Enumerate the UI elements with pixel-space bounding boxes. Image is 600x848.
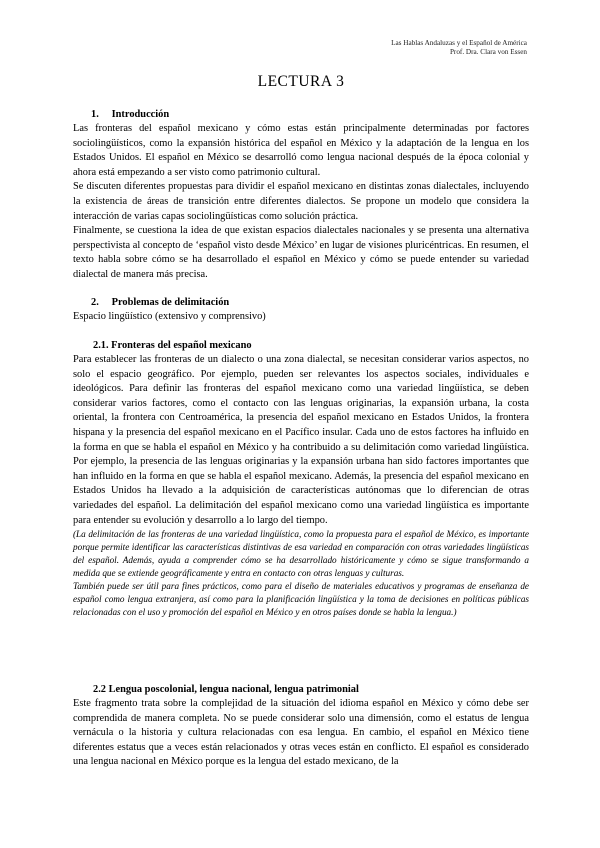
paragraph: Se discuten diferentes propuestas para dividir el español mexicano en distintas zonas dialectales, incluyendo la existencia de áreas de transición entre diferentes dialectos. Se propone un modelo que considera la interacción de varias capas sociolingüísticas como solución práctica. <box>73 181 529 222</box>
section-intro: Espacio lingüístico (extensivo y comprensivo) <box>73 311 266 322</box>
section-delimitation <box>73 296 529 325</box>
section-introduction <box>73 108 529 283</box>
section-title: Problemas de delimitación <box>111 297 230 308</box>
section-heading <box>73 296 529 310</box>
section-fronteras <box>73 339 529 618</box>
section-heading <box>73 108 529 122</box>
subsection-heading: 2.1. Fronteras del español mexicano <box>93 340 252 351</box>
paragraph: Finalmente, se cuestiona la idea de que existan espacios dialectales nacionales y se presenta una alternativa perspectivista al concepto de ‘español visto desde México’ en lugar de visiones pluricéntricas. En resumen, el texto habla sobre cómo se ha desarrollado el español en México y cómo se puede entender su variedad dialectal de manera más precisa. <box>73 225 529 280</box>
page-title: LECTURA 3 <box>257 73 345 90</box>
paragraph: Para establecer las fronteras de un dialecto o una zona dialectal, se necesitan considerar varios aspectos, no solo el espacio geográfico. Por ejemplo, pueden ser relevantes los aspectos sociales, individuales e ideológicos. Para definir las fronteras del español mexicano como una variedad lingüística, se deben considerar varios factores, como el contacto con las lenguas originarias, la expansión urbana, la costa oriental, la frontera con Centroamérica, la presencia del español mexicano en Estados Unidos, la frontera hispana y la presencia del español mexicano en el Pacífico insular. Cada uno de estos factores ha influido en la forma en que se habla el español en México y ha contribuido a su delimitación como variedad lingüística. Por ejemplo, la presencia de las lenguas originarias y la expansión urbana han sido factores importantes que han influido en la forma en que se habla el español mexicano. Además, la presencia del español mexicano en Estados Unidos ha llevado a la adquisición de características autónomas que lo diferencian de otras variedades del español. La delimitación del español mexicano como una variedad lingüística es importante para entender su evolución y desarrollo a lo largo del tiempo. <box>73 354 529 526</box>
header-professor: Prof. Dra. Clara von Essen <box>449 48 527 56</box>
section-number: 1. <box>91 109 99 120</box>
paragraph: Las fronteras del español mexicano y cómo estas están principalmente determinadas por factores sociolingüísticos, como la expansión histórica del español en México y la adaptación de la lengua en los Estados Unidos. El español en México se desarrolló como lengua nacional después de la época colonial y ahora está empezando a ser visto como patrimonio cultural. <box>73 123 529 178</box>
italic-note: (La delimitación de las fronteras de una variedad lingüística, como la propuesta para el español de México, es importante porque permite identificar las características distintivas de esa variedad en comparación con otras variedades lingüísticas del español. Además, ayuda a comprender cómo se ha desarrollado históricamente y cómo se sigue transformando a medida que se extiende geográficamente y entra en contacto con otras lenguas y culturas. <box>73 529 529 578</box>
section-lengua <box>73 683 529 770</box>
paragraph: Este fragmento trata sobre la complejidad de la situación del idioma español en México y cómo debe ser comprendida de manera completa. No se puede considerar solo una dimensión, como el estatus de lengua vernácula o la historia y cultura relacionadas con esa lengua. En cambio, el español en México tiene diferentes estatus que a veces están relacionados y otras veces están en conflicto. El español es considerado una lengua nacional en México porque es la lengua del estado mexicano, de la <box>73 698 529 768</box>
header-course: Las Hablas Andaluzas y el Español de América <box>391 39 527 47</box>
subsection-heading: 2.2 Lengua poscolonial, lengua nacional, lengua patrimonial <box>93 684 359 695</box>
italic-note: También puede ser útil para fines prácticos, como para el diseño de materiales educativos y programas de enseñanza de español como lengua extranjera, así como para la planificación lingüística y la toma de decisiones en políticas públicas relacionadas con el uso y promoción del español en México y en otros países donde se habla la lengua.) <box>73 580 529 617</box>
section-title: Introducción <box>111 109 170 120</box>
section-number: 2. <box>91 297 99 308</box>
running-header <box>391 39 527 57</box>
